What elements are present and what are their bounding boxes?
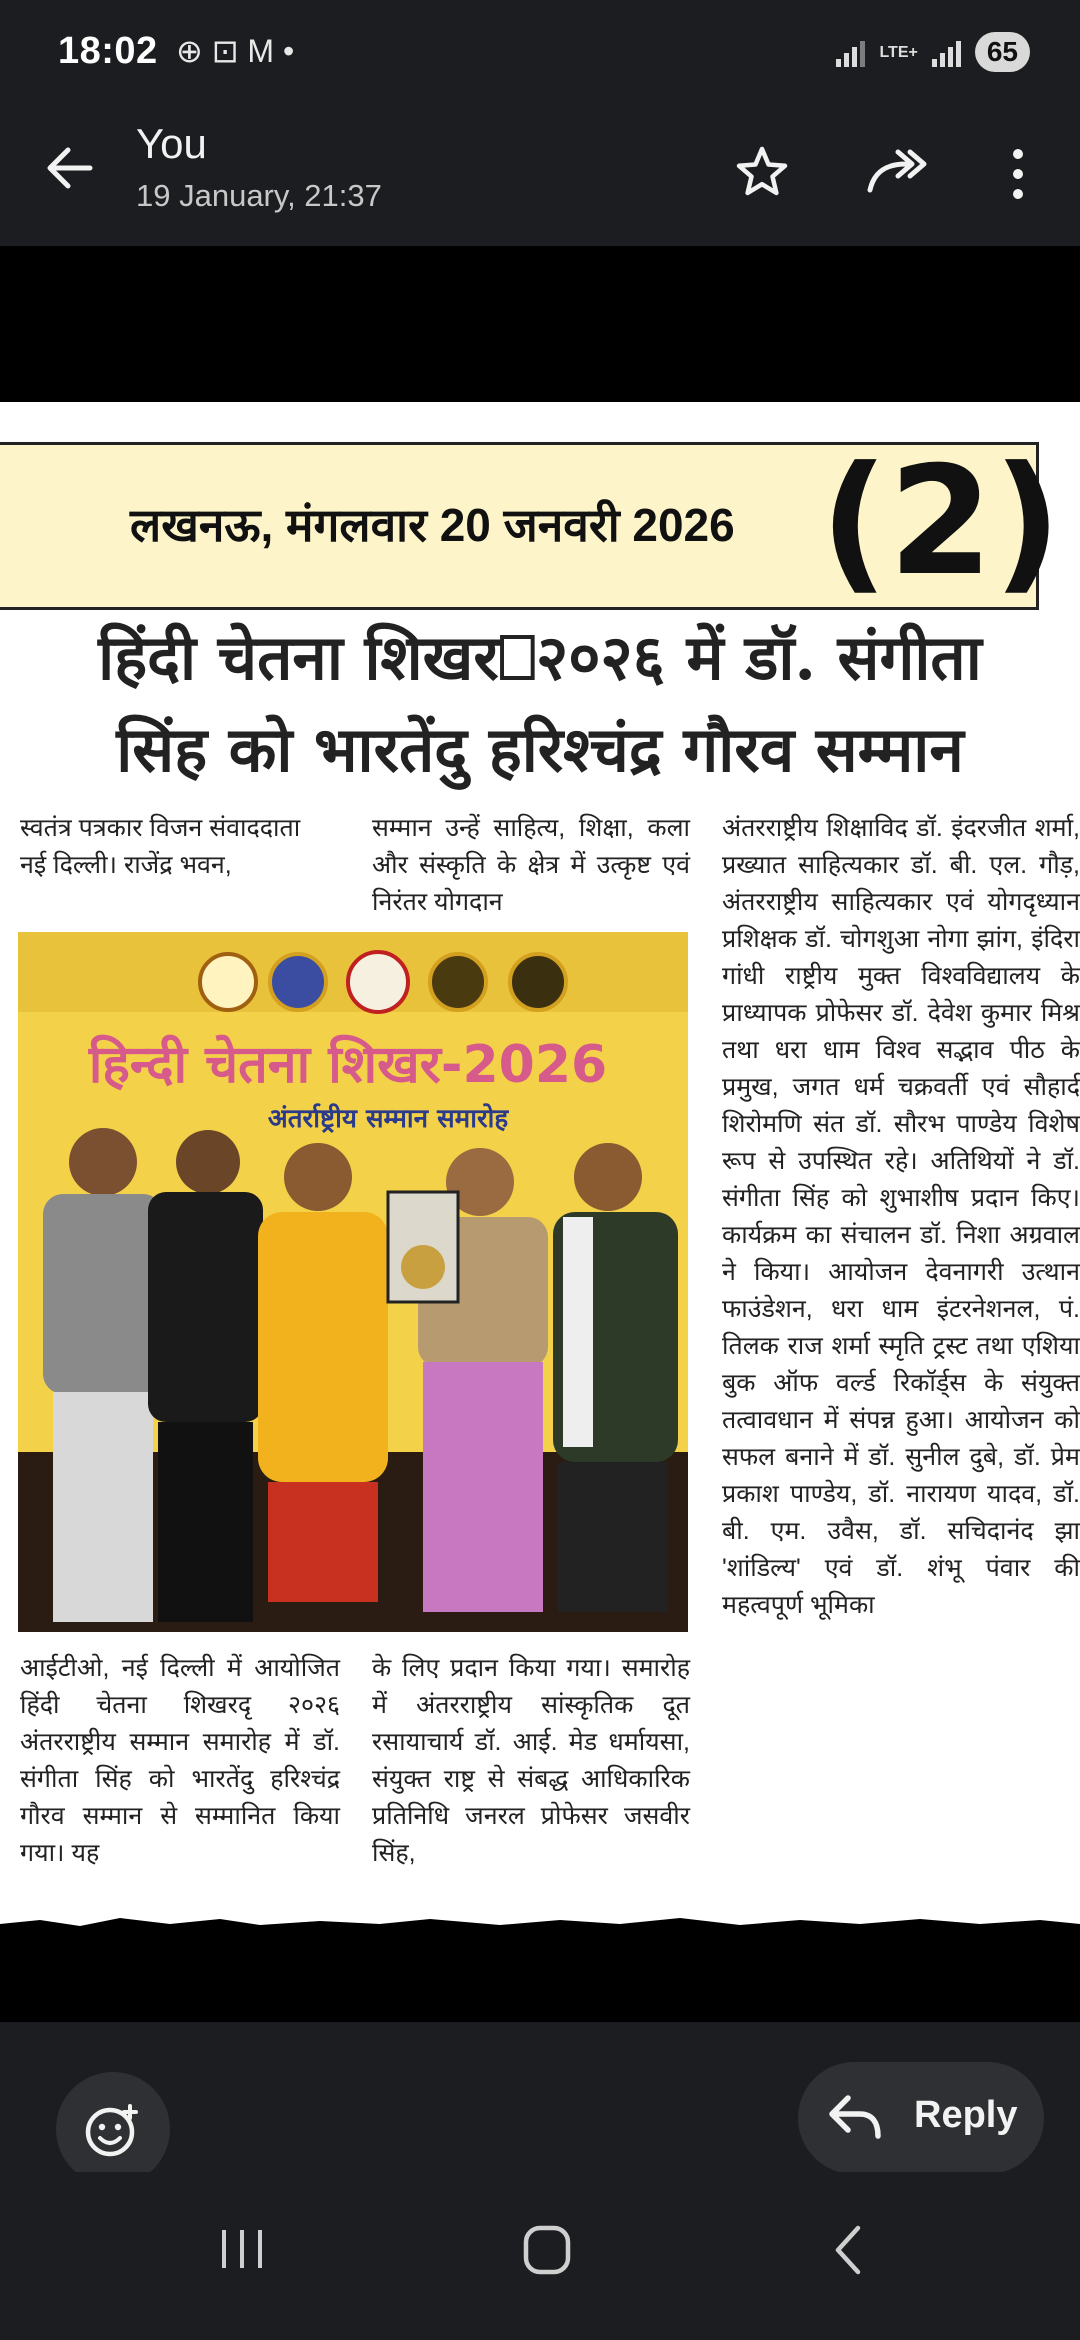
photo-banner-subtext: अंतर्राष्ट्रीय सम्मान समारोह <box>267 1104 509 1134</box>
article-column-1-top: स्वतंत्र पत्रकार विजन संवाददाता नई दिल्ली। राजेंद्र भवन, <box>20 814 301 879</box>
article-column-2-bottom: के लिए प्रदान किया गया। समारोह में अंतरराष्ट्रीय सांस्कृतिक दूत रसायाचार्य डॉ. आई. मेड धर्मायसा, संयुक्त राष्ट्र से संबद्ध आधिकारिक प्रतिनिधि जनरल प्रोफेसर जसवीर सिंह, <box>372 1654 690 1867</box>
notification-icons: ⊕ ⊡ M • <box>176 33 295 69</box>
share-icon[interactable] <box>866 146 928 198</box>
newspaper-header-band <box>0 435 1062 610</box>
back-icon[interactable] <box>830 2222 866 2278</box>
system-nav-bar <box>0 2172 1080 2340</box>
photo-banner-text: हिन्दी चेतना शिखर-2026 <box>88 1035 608 1095</box>
message-datetime: 19 January, 21:37 <box>136 178 382 213</box>
sender-name: You <box>136 120 207 167</box>
status-time: 18:02 <box>58 30 158 72</box>
more-options-icon[interactable] <box>1006 146 1030 202</box>
battery-indicator: 65 <box>975 32 1030 72</box>
person-2 <box>148 1130 263 1622</box>
reply-label: Reply <box>914 2094 1018 2136</box>
message-action-bar <box>0 2022 1080 2172</box>
status-bar <box>0 0 1080 110</box>
app-bar <box>0 110 1080 246</box>
network-type: LTE+ <box>879 43 918 61</box>
headline-line-2: सिंह को भारतेंदु हरिश्चंद्र गौरव सम्मान <box>116 713 964 786</box>
emoji-add-icon <box>56 2072 170 2186</box>
home-icon[interactable] <box>522 2222 572 2278</box>
reply-button[interactable] <box>798 2062 1044 2174</box>
article-column-3: अंतरराष्ट्रीय शिक्षाविद डॉ. इंदरजीत शर्मा, प्रख्यात साहित्यकार डॉ. बी. एल. गौड़, अंतरराष्ट्रीय साहित्यकार एवं योगदृध्यान प्रशिक्षक डॉ. चोगशुआ नोगा झांग, इंदिरा गांधी राष्ट्रीय मुक्त विश्वविद्यालय के प्राध्यापक प्रोफेसर डॉ. देवेश कुमार मिश्र तथा धरा धाम विश्व सद्भाव पीठ के प्रमुख, जगत धर्म चक्रवर्ती एवं सौहार्द शिरोमणि संत डॉ. सौरभ पाण्डेय विशेष रूप से उपस्थित रहे। अतिथियों ने डॉ. संगीता सिंह को शुभाशीष प्रदान किए। कार्यक्रम का संचालन डॉ. निशा अग्रवाल ने किया। आयोजन देवनागरी उत्थान फाउंडेशन, धरा धाम इंटरनेशनल, पं. तिलक राज शर्मा स्मृति ट्रस्ट तथा एशिया बुक ऑफ वर्ल्ड रिकॉर्ड्स के संयुक्त तत्वावधान में संपन्न हुआ। आयोजन को सफल बनाने में डॉ. सुनील दुबे, डॉ. प्रेम प्रकाश पाण्डेय, डॉ. नारायण यादव, डॉ. बी. एम. उवैस, डॉ. सचिदानंद झा 'शांडिल्य' एवं डॉ. शंभू पंवार की महत्वपूर्ण भूमिका <box>722 814 1080 1619</box>
signal-icon <box>836 37 865 67</box>
status-right <box>836 32 1030 72</box>
signal-icon-2 <box>932 37 961 67</box>
back-arrow-icon[interactable] <box>40 138 100 198</box>
torn-edge <box>0 1912 1080 1934</box>
person-1 <box>43 1128 163 1622</box>
article-column-2-top: सम्मान उन्हें साहित्य, शिक्षा, कला और संस्कृति के क्षेत्र में उत्कृष्ट एवं निरंतर योगदान <box>372 814 690 916</box>
headline-line-1: हिंदी चेतना शिखर⎕२०२६ में डॉ. संगीता <box>98 621 982 694</box>
person-5 <box>553 1143 678 1612</box>
emoji-react-button[interactable] <box>56 2072 170 2186</box>
newspaper-dateline: लखनऊ, मंगलवार 20 जनवरी 2026 <box>130 499 735 551</box>
reply-icon <box>828 2092 882 2142</box>
newspaper-headline <box>0 612 1080 796</box>
article-column-1-bottom: आईटीओ, नई दिल्ली में आयोजित हिंदी चेतना शिखरदृ २०२६ अंतरराष्ट्रीय सम्मान समारोह में डॉ. संगीता सिंह को भारतेंदु हरिश्चंद्र गौरव सम्मान से सम्मानित किया गया। यह <box>20 1654 340 1867</box>
newspaper-page-number: (2) <box>820 435 1062 609</box>
star-icon[interactable] <box>734 144 790 200</box>
recents-icon[interactable] <box>218 2224 266 2274</box>
newspaper-image[interactable] <box>0 402 1080 1934</box>
event-photo <box>18 932 688 1632</box>
